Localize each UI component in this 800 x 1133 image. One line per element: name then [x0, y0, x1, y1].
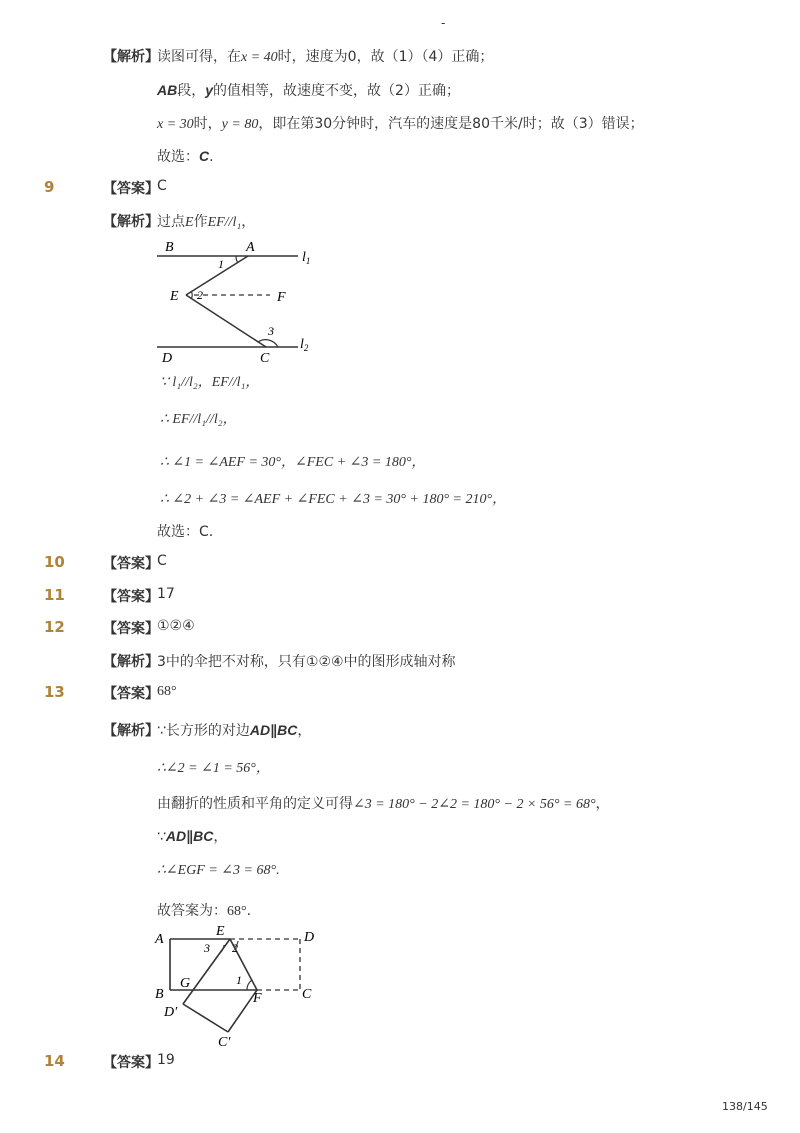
label-D-prime: D′ — [164, 1005, 178, 1020]
q13-analysis-line4: ∵AD∥BC， — [157, 828, 228, 845]
q11-answer-label: 【答案】 — [103, 589, 159, 605]
q9-step3: ∴ ∠1 = ∠AEF = 30°，∠FEC + ∠3 = 180°， — [160, 455, 426, 470]
label-B: B — [165, 240, 174, 255]
q9-step4: ∴ ∠2 + ∠3 = ∠AEF + ∠FEC + ∠3 = 30° + 180° = 210°， — [160, 492, 507, 507]
q13-analysis-line5: ∴∠EGF = ∠3 = 68°. — [157, 863, 280, 878]
label-angle-3: 3 — [268, 324, 274, 338]
q13-number: 13 — [44, 683, 65, 701]
label-F: F — [277, 290, 286, 305]
q8-analysis-line3: x = 30时，y = 80，即在第30分钟时，汽车的速度是80千米/时；故（3）错误； — [157, 116, 644, 132]
q10-number: 10 — [44, 553, 65, 571]
label-E: E — [170, 289, 179, 304]
q9-parallel-lines-diagram — [150, 234, 320, 366]
q12-analysis-label: 【解析】 — [103, 654, 159, 670]
header-mark: - — [441, 16, 446, 30]
label-angle-2: 2 — [232, 941, 238, 955]
q13-answer-label: 【答案】 — [103, 686, 159, 702]
label-angle-2: 2 — [197, 288, 203, 302]
q14-answer: 19 — [157, 1052, 175, 1068]
label-angle-3: 3 — [204, 941, 210, 955]
q12-answer-label: 【答案】 — [103, 621, 159, 637]
label-C-prime: C′ — [218, 1035, 231, 1048]
q13-analysis-line3: 由翻折的性质和平角的定义可得∠3 = 180° − 2∠2 = 180° − 2 × 56° = 68°， — [157, 796, 610, 812]
q13-analysis-line2: ∴∠2 = ∠1 = 56°， — [157, 761, 270, 776]
label-C: C — [302, 987, 312, 1002]
q13-folded-rectangle-diagram — [150, 924, 325, 1048]
q10-answer: C — [157, 553, 167, 569]
label-angle-1: 1 — [236, 973, 242, 987]
label-D: D — [162, 351, 173, 366]
q13-analysis-line6: 故答案为：68°. — [157, 903, 252, 919]
label-A: A — [246, 240, 255, 255]
q14-number: 14 — [44, 1052, 65, 1070]
label-l2: $l_2$ — [300, 337, 309, 353]
label-G: G — [180, 976, 191, 991]
q8-analysis-line1: 读图可得，在x = 40时，速度为0，故（1）（4）正确； — [157, 49, 494, 65]
label-B: B — [155, 987, 164, 1002]
segment-AE — [186, 256, 248, 295]
segment-DpCp — [183, 1004, 228, 1032]
q9-answer: C — [157, 178, 167, 194]
label-F: F — [253, 991, 262, 1006]
q9-number: 9 — [44, 178, 55, 196]
label-A: A — [155, 932, 164, 947]
label-angle-1: 1 — [218, 257, 224, 271]
q13-analysis-label: 【解析】 — [103, 723, 159, 739]
label-C: C — [260, 351, 270, 366]
q12-answer: ①②④ — [157, 618, 195, 634]
q14-answer-label: 【答案】 — [103, 1055, 159, 1071]
label-E: E — [216, 924, 225, 939]
q9-choice-line: 故选：C. — [157, 524, 214, 540]
q12-analysis: 3中的伞把不对称，只有①②④中的图形成轴对称 — [157, 654, 456, 670]
label-l1: $l_1$ — [302, 250, 311, 266]
q9-answer-label: 【答案】 — [103, 181, 159, 197]
q13-answer: 68° — [157, 684, 177, 699]
q13-analysis-line1: ∵长方形的对边AD∥BC， — [157, 722, 312, 739]
q11-number: 11 — [44, 586, 65, 604]
q8-choice-line: 故选：C. — [157, 148, 214, 165]
q8-analysis-label: 【解析】 — [103, 49, 159, 65]
q8-analysis-line2: AB段，y的值相等，故速度不变，故（2）正确； — [157, 82, 460, 99]
label-D: D — [304, 930, 315, 945]
q9-analysis-label: 【解析】 — [103, 214, 159, 230]
segment-EC — [186, 295, 266, 347]
q10-answer-label: 【答案】 — [103, 556, 159, 572]
q11-answer: 17 — [157, 586, 175, 602]
q9-step1: ∵ l₁//l₂，EF//l₁， — [160, 375, 260, 390]
q9-analysis-line1: 过点E作EF//l₁， — [157, 214, 256, 230]
q9-step2: ∴ EF//l₁//l₂， — [160, 412, 237, 427]
q12-number: 12 — [44, 618, 65, 636]
page-number: 138/145 — [722, 1100, 768, 1113]
